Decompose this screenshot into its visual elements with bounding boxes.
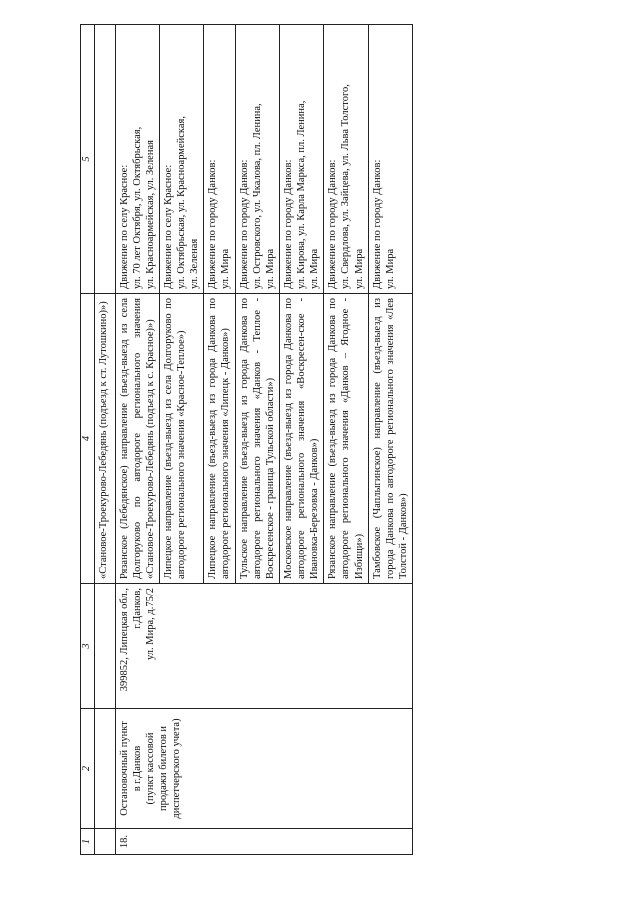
movement-cell (279, 25, 323, 294)
rotated-page (80, 25, 570, 855)
movement-line: ул. Мира (220, 248, 232, 289)
movement-line: Движение по городу Данков: (327, 159, 339, 289)
movement-line: ул. Зеленая (189, 238, 201, 289)
direction-cell: Тульское направление (въезд-выезд из города Данкова по автодороге регионального значения «Данков - Теплое - Воскресенское - граница Тульской области») (235, 294, 279, 584)
cont-num-cell (94, 829, 115, 855)
movement-line: ул. 70 лет Октября, ул. Октябрьская, (131, 126, 143, 289)
movement-line: ул. Мира (384, 248, 396, 289)
direction-cell: Липецкое направление (въезд-выезд из города Данкова по автодороге регионального значения «Липецк - Данков») (204, 294, 235, 584)
stop-name-line: Остановочный пункт (118, 721, 130, 816)
direction-cell: Московское направление (въезд-выезд из города Данкова по автодороге регионального значения «Воскресен-ское - Ивановка-Березовка - Данков») (279, 294, 323, 584)
stop-name-line: диспетчерского учета) (171, 718, 182, 819)
address-line: ул. Мира, д.75/2 (144, 588, 156, 661)
movement-line: Движение по городу Данков: (282, 159, 294, 289)
address-line: 399852, Липецкая обл., (118, 588, 130, 692)
stop-name-cell (115, 709, 413, 829)
row-number: 18. (115, 829, 413, 855)
movement-line: Движение по городу Данков: (207, 159, 219, 289)
movement-cell (115, 25, 159, 294)
direction-cell: Липецкое направление (въезд-выезд из села Долгоруково по автодороге регионального значения «Красное-Теплое») (159, 294, 203, 584)
movement-cell (324, 25, 368, 294)
header-col-3: 3 (81, 584, 95, 709)
movement-line: Движение по городу Данков: (371, 159, 383, 289)
movement-line: ул. Свердлова, ул. Зайцева, ул. Льва Толстого, (340, 84, 352, 289)
cont-stop-cell (94, 709, 115, 829)
direction-cell: Рязанское направление (въезд-выезд из города Данкова по автодороге регионального значения «Данков – Ягодное - Избищи») (324, 294, 368, 584)
movement-cell (368, 25, 412, 294)
movement-cell (204, 25, 235, 294)
header-col-5: 5 (81, 25, 95, 294)
cont-direction-cell: «Становое-Троекурово-Лебедянь (подъезд к ст. Лутошкино)») (94, 294, 115, 584)
movement-cell (235, 25, 279, 294)
movement-line: ул. Мира (264, 248, 276, 289)
route-table (80, 24, 413, 855)
table-row-18 (115, 25, 159, 855)
stop-name-line: (пункт кассовой (144, 732, 156, 805)
header-col-4: 4 (81, 294, 95, 584)
cont-address-cell (94, 584, 115, 709)
stop-name-line: в г.Данков (131, 745, 143, 792)
movement-line: ул. Красноармейская, ул. Зеленая (144, 140, 156, 289)
cont-movement-cell (94, 25, 115, 294)
header-col-2: 2 (81, 709, 95, 829)
movement-line: ул. Октябрьская, ул. Красноармейская, (176, 116, 187, 289)
header-row (81, 25, 95, 855)
movement-line: ул. Мира (353, 248, 365, 289)
movement-line: Движение по селу Красное: (118, 164, 130, 289)
movement-line: Движение по городу Данков: (238, 159, 250, 289)
header-col-1: 1 (81, 829, 95, 855)
movement-line: ул. Островского, ул. Чкалова, пл. Ленина, (251, 103, 263, 289)
direction-cell: Тамбовское (Чаплыгинское) направление (въезд-выезд из города Данкова по автодороге регионального значения «Лев Толстой - Данков») (368, 294, 412, 584)
address-cell (115, 584, 413, 709)
movement-line: Движение по селу Красное: (162, 164, 174, 289)
stop-name-line: продажи билетов и (157, 725, 169, 812)
movement-line: ул. Мира (309, 248, 321, 289)
continuation-row (94, 25, 115, 855)
movement-cell (159, 25, 203, 294)
movement-line: ул. Кирова, ул. Карла Маркса, пл. Ленина, (296, 100, 307, 289)
address-line: г.Данков, (131, 588, 143, 629)
direction-cell: Рязанское (Лебедянское) направление (въезд-выезд из села Долгоруково по автодороге регионального значения «Становое-Троекурово-Лебедянь (подъезд к с. Красное)») (115, 294, 159, 584)
